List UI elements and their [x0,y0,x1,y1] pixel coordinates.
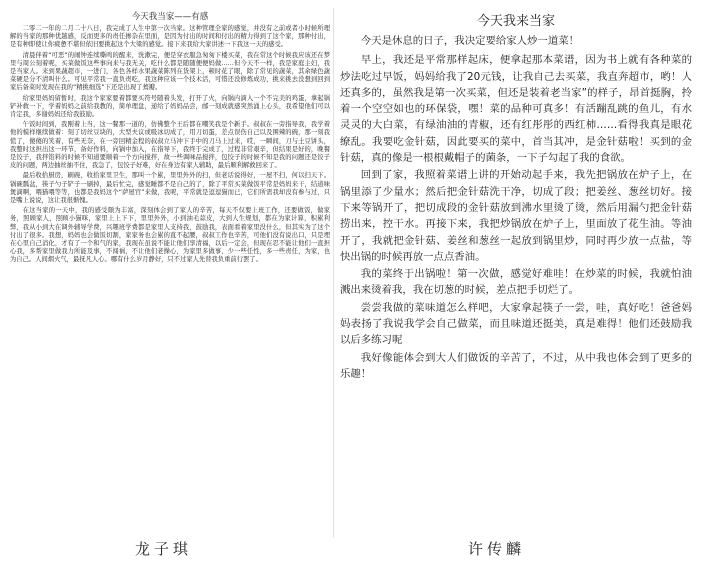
left-essay [10,10,330,267]
left-essay-paragraph-4: 午饭时间到，我刚着上当，这一餐那一道的，仿佛整个王后都在嘲笑我是个新手。叔叔在一旁指导我，我学着他的模样继续做着：刻了切丝豆块的，大型夫议或吸冰切成了，用刀切蛋，差点误伤自己以及围辣的碗，那一刻我慌了，傻傻的笑着，有些无奈，在一旁回精金程的叔叔立马冲下手中的刀马上过来，哎，一瞬间，刀与土豆饼头，我整时这担出这一环节，备好作料，向锅中加入，在指导下，我终于完成了，过程非常艰辛，但结果是好的，晚餐是饺子，我拌馅料的时候不知道要顺着一个方向搅拌，故一些调味品搅拌，包饺子的时候不知是我的问题还是饺子皮的问题，两边抽丝抽不住，我急了，包饺子好难，好在身边有家人辅助，最后顺利解救回来了。 [10,121,330,170]
left-essay-title: 今天我当家——有感 [131,12,209,22]
right-author-name: 许传麟 [468,540,526,558]
right-essay-paragraph-5: 尝尝我做的菜味道怎么样吧，大家拿起筷子一尝，哇，真好吃！爸爸妈妈表扬了我说我学会自己做菜，而且味道还挺美，真是难得！他们还鼓励我以后多练习呢 [340,301,692,347]
left-essay-paragraph-2: 清晨伴着“可恶”的闹钟连续嘶鸣的醒来，洗漱完，便是穿衣服急匆匆下楼买菜，我在常这个时候我应该还在梦里与周公刻着呢，买菜做饭这些事向来与我无关，吃什么都是随随便便妈做……但今天不一样，我是家庭主妇，我是当家人。来到果蔬超市，一进门，各色各样水果蔬菜陈列在货架上，顿时花了眼，除了常见的蔬菜，其余绿色蔬菜硬是分不清叫什么。可见平常我一直负责吃，我这种应该一个技术活，可惜还没修炼成功，挑来挑去没想到回到家后备菜时发现在我的“精挑细选”下还是出现了蔫瓣。 [10,51,330,92]
right-essay-paragraph-4: 我的菜终于出锅啦！第一次做，感觉好难哇！在炒菜的时候，我就怕油溅出来烫着我，我在切葱的时候，差点把手切烂了。 [340,268,692,297]
right-essay-paragraph-3: 回到了家，我照着菜谱上讲的开始动起手来，我先把锅放在炉子上，在锅里添了少量水；然后把金针菇洗干净，切成了段；把姜丝、葱丝切好。接下来等锅开了，把切成段的金针菇放到沸水里烫了烫，然后用漏勺把金针菇捞出来，控干水。再接下来，我把炒锅放在炉子上，里面放了花生油。等油开了，我就把金针菇、姜丝和葱丝一起放到锅里炒，同时再少放一点盐，等快出锅的时候再放一点点香油。 [340,169,692,263]
left-essay-paragraph-6: 在这当家的一天中，我的感受颇为丰富，深刻体会到了家人的辛苦，每天不仅要上班工作，还要做饭，做家务，照顾家人，照顾小猫咪，家里上上下下，里里外外，小到油毛蒜皮，大到人生规划，都在为家计算，积累利弊，我从小到大在调外辅导学费，兴趣班学费都是家里人支持我，鼓励我，表面看着家里没什么，但其实为了这个付出了很多。我想，妈妈也会做饭切割，家家务也会累的直不起腰，叔叔工作也辛苦，可他们没有说出口，只是埋在心里自己消化，才有了一个和气的家，我现在虽说不能让他们享清福，以后一定会，但现在忍不能让他们一直担心我，多帮家里做我力所能及事，不闯祸，不让他们老操心，为家里多做事，少一些任性，多一些责任，为家，也为自己。人间烟火气，最抚凡人心。哪有什么岁月静好，只不过家人先替我负重前行罢了。 [10,207,330,264]
left-essay-paragraph-5: 最后收拾厨房，刷碗，收拾家里卫生，那叫一个累，里里外外的扫，但老话说得好，一屋不扫，何以扫天下。锅碗瓢盆，筷子勺子铲子一刷掉，最后忙完，感觉睡都不是自己的了，除了平常买菜做饭平常是妈妈来干，结道味煲滴啊，喂猫喂等等，也都是我妈这个“萨屋官”来做，我呢，平常就是逗逗猫而已，它们所需我却没有参与过，只是嘴上说说，这让我很惭愧。 [10,172,330,205]
right-essay-paragraph-1: 今天是休息的日子，我决定要给家人炒一道菜！ [360,35,579,47]
left-essay-paragraph-3: 给家里妈妈留暂时，我这个家家要着都要买符号随着头发，打开了火，向锅内滴入一个不完美的鸡蛋，拿起锅铲补救一下，学着妈妈之前给我教的，简单理盘，递给了妈妈品尝，邮一刻成就感突然涌上心头，我希望他们可以肯定我，多谢妈妈还给我鼓励。 [10,94,330,119]
right-essay [340,10,692,383]
left-essay-paragraph-1: 二零二一年的二月二十八日，我完成了人生中第一次当家。这种管理全家的感觉，并没有之前或者小时候所理解的当家的那种优越感，反而更多的责任掺杂在里面，是因为付出的时间和付出的精力得到了这个家，那种付出，是有种即使让你疲惫不堪但依旧要挑起这个大梁的感觉。接下来我给大家讲述一下我这一天的感受。 [10,25,330,49]
right-essay-paragraph-2: 早上，我还是平常那样起床，便拿起那本菜谱，因为书上就有各种菜的炒法吃过早饭，妈妈给我了20元钱，让我自己去买菜，我直奔超市，哟！人还真多的，虽然我是第一次买菜，但还是装着老当家”的样子，昂首挺胸，拎着一个空空如也的环保袋，嘿！菜的品种可真多！有活蹦乱跳的鱼儿，有水灵灵的大白菜，有绿油油的青椒，还有红彤彤的西红柿……看得我真是眼花缭乱。我要吃金针菇，因此要买的菜中，首当其冲，是金针菇啦！买到的金针菇，真的像是一根根戴帽子的菌条，一下子勾起了我的食欲。 [340,54,692,165]
right-essay-paragraph-6: 我好像能体会到大人们做饭的辛苦了，不过，从中我也体会到了更多的乐趣！ [340,351,692,380]
column-divider [333,8,334,538]
left-author-name: 龙子琪 [135,540,193,558]
right-essay-title: 今天我来当家 [476,14,555,29]
